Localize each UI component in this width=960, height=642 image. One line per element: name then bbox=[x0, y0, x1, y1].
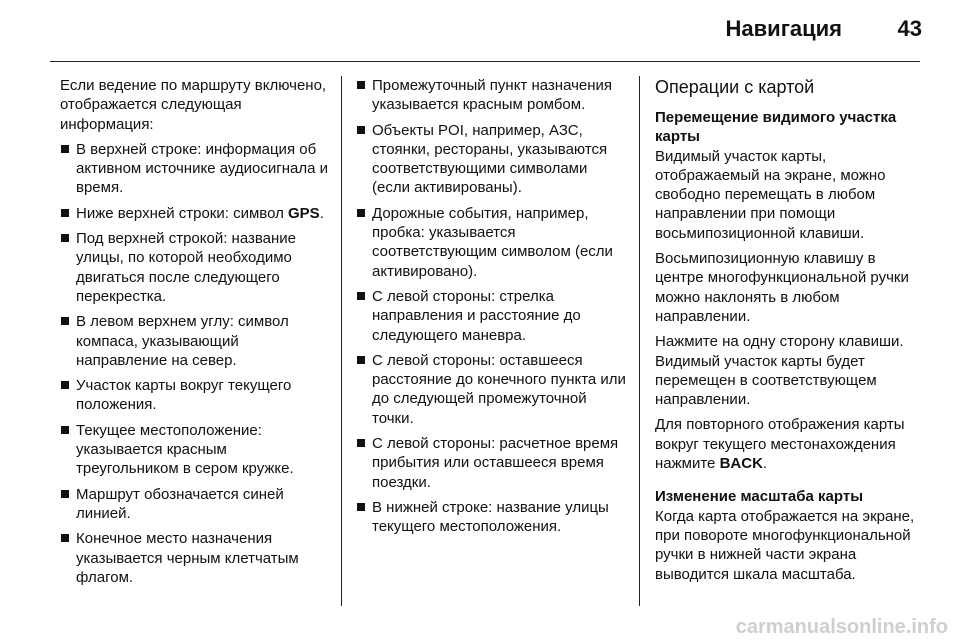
bullet-icon bbox=[61, 317, 69, 325]
paragraph: Восьмипозиционную клавишу в центре многофункциональной ручки можно наклонять в любом направлении. bbox=[655, 250, 909, 325]
info-list-1 bbox=[60, 140, 328, 587]
list-item: Промежуточный пункт назначения указывается красным ромбом. bbox=[356, 76, 626, 115]
page-title: Навигация bbox=[725, 16, 842, 41]
intro-paragraph: Если ведение по маршруту включено, отображается следующая информация: bbox=[60, 77, 327, 133]
subsection-title-zoom: Изменение масштаба карты bbox=[655, 488, 864, 506]
list-item: В верхней строке: информация об активном источнике аудиосигнала и время. bbox=[60, 140, 328, 198]
bullet-icon bbox=[61, 490, 69, 498]
section-title: Операции с картой bbox=[655, 77, 815, 97]
list-item: С левой стороны: расчетное время прибытия или оставшееся время поездки. bbox=[356, 434, 626, 492]
list-item: Текущее местоположение: указывается красным треугольником в сером кружке. bbox=[60, 421, 328, 479]
paragraph: Для повторного отображения карты вокруг текущего местонахождения нажмите BACK. bbox=[655, 416, 905, 473]
bullet-icon bbox=[61, 209, 69, 217]
info-list-2 bbox=[356, 76, 626, 537]
list-item: В левом верхнем углу: символ компаса, указывающий направление на север. bbox=[60, 312, 328, 370]
list-item: Объекты POI, например, АЗС, стоянки, рестораны, указываются соответствующими символами (если активированы). bbox=[356, 121, 626, 198]
list-item: Маршрут обозначается синей линией. bbox=[60, 485, 328, 524]
column-divider-1 bbox=[341, 76, 342, 606]
header-divider bbox=[50, 61, 920, 62]
column-1 bbox=[60, 76, 328, 593]
column-divider-2 bbox=[639, 76, 640, 606]
paragraph: Нажмите на одну сторону клавиши. Видимый участок карты будет перемещен в соответствующем направлении. bbox=[655, 333, 904, 409]
bullet-icon bbox=[61, 381, 69, 389]
bullet-icon bbox=[357, 439, 365, 447]
gps-keyword: GPS bbox=[288, 204, 320, 222]
list-item: Конечное место назначения указывается черным клетчатым флагом. bbox=[60, 529, 328, 587]
bullet-icon bbox=[61, 234, 69, 242]
bullet-icon bbox=[61, 426, 69, 434]
bullet-icon bbox=[357, 126, 365, 134]
list-item: Под верхней строкой: название улицы, по которой необходимо двигаться после следующего перекрестка. bbox=[60, 229, 328, 306]
page-header bbox=[0, 0, 960, 62]
list-item: С левой стороны: стрелка направления и расстояние до следующего маневра. bbox=[356, 287, 626, 345]
watermark: carmanualsonline.info bbox=[735, 616, 948, 638]
page-number: 43 bbox=[897, 16, 922, 41]
bullet-icon bbox=[61, 145, 69, 153]
list-item: Участок карты вокруг текущего положения. bbox=[60, 376, 328, 415]
bullet-icon bbox=[61, 534, 69, 542]
column-3 bbox=[655, 76, 925, 590]
bullet-icon bbox=[357, 209, 365, 217]
bullet-icon bbox=[357, 292, 365, 300]
list-item: Ниже верхней строки: символ GPS. bbox=[60, 204, 328, 223]
bullet-icon bbox=[357, 503, 365, 511]
subsection-title-pan: Перемещение видимого участка карты bbox=[655, 109, 897, 146]
back-keyword: BACK bbox=[719, 455, 763, 473]
list-item: В нижней строке: название улицы текущего местоположения. bbox=[356, 498, 626, 537]
list-item: Дорожные события, например, пробка: указывается соответствующим символом (если активировано). bbox=[356, 204, 626, 281]
bullet-icon bbox=[357, 356, 365, 364]
bullet-icon bbox=[357, 81, 365, 89]
paragraph: Видимый участок карты, отображаемый на экране, можно свободно перемещать в любом направлении при помощи восьмипозиционной клавиши. bbox=[655, 147, 886, 242]
paragraph: Когда карта отображается на экране, при повороте многофункциональной ручки в нижней части экрана выводится шкала масштаба. bbox=[655, 507, 915, 583]
list-item: С левой стороны: оставшееся расстояние до конечного пункта или до следующей промежуточной точки. bbox=[356, 351, 626, 428]
column-2 bbox=[356, 76, 626, 543]
